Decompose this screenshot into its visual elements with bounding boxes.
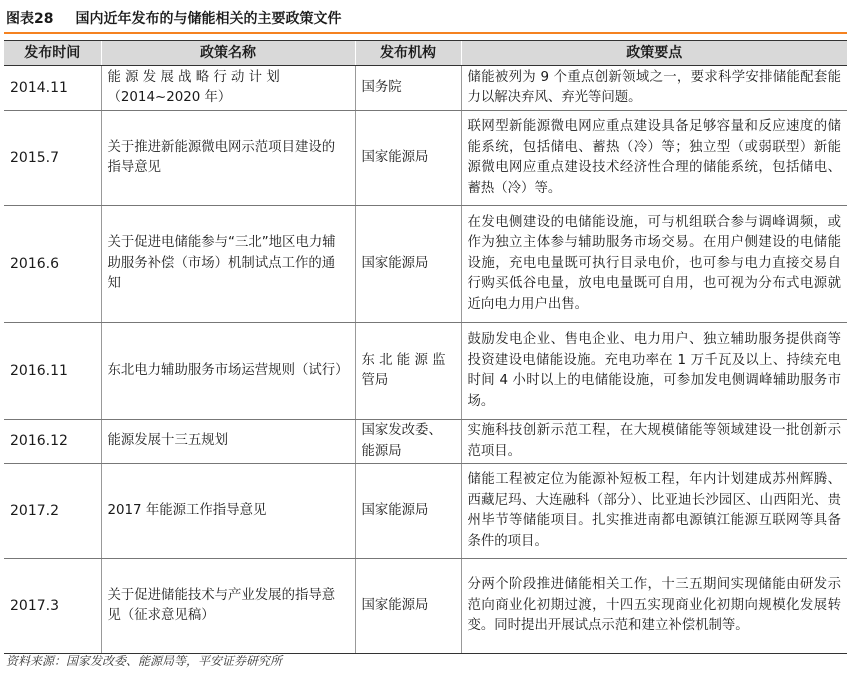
cell-date: 2016.11 (4, 323, 101, 420)
cell-issuer: 国家能源局 (355, 464, 461, 559)
table-row (4, 323, 847, 420)
cell-date: 2016.6 (4, 206, 101, 323)
cell-issuer: 国家发改委、能源局 (355, 420, 461, 464)
cell-key-points: 联网型新能源微电网应重点建设具备足够容量和反应速度的储能系统，包括储电、蓄热（冷）等；独立型（或弱联型）新能源微电网应重点建设技术经济性合理的储能系统，包括储电、蓄热（冷）等。 (461, 111, 847, 206)
cell-key-points: 分两个阶段推进储能相关工作，十三五期间实现储能由研发示范向商业化初期过渡，十四五实现商业化初期向规模化发展转变。同时提出开展试点示范和建立补偿机制等。 (461, 559, 847, 654)
source-note: 资料来源：国家发改委、能源局等，平安证券研究所 (6, 654, 283, 668)
cell-key-points: 实施科技创新示范工程，在大规模储能等领域建设一批创新示范项目。 (461, 420, 847, 464)
table-row (4, 559, 847, 654)
table-row (4, 111, 847, 206)
cell-policy-name: 能 源 发 展 战 略 行 动 计 划（2014~2020 年） (101, 66, 355, 111)
cell-date: 2017.3 (4, 559, 101, 654)
cell-date: 2016.12 (4, 420, 101, 464)
figure-title: 国内近年发布的与储能相关的主要政策文件 (75, 11, 342, 27)
cell-key-points: 储能工程被定位为能源补短板工程，年内计划建成苏州辉腾、西藏尼玛、大连融科（部分）、比亚迪长沙园区、山西阳光、贵州毕节等储能项目。扎实推进南都电源镇江能源互联网等具备条件的项目。 (461, 464, 847, 559)
cell-issuer: 国家能源局 (355, 111, 461, 206)
header-policy-name: 政策名称 (101, 41, 355, 66)
cell-policy-name: 2017 年能源工作指导意见 (101, 464, 355, 559)
cell-key-points: 在发电侧建设的电储能设施，可与机组联合参与调峰调频，或作为独立主体参与辅助服务市场交易。在用户侧建设的电储能设施，充电电量既可执行目录电价，也可参与电力直接交易自行购买低谷电量，放电电量既可自用，也可视为分布式电源就近向电力用户出售。 (461, 206, 847, 323)
figure-label: 图表28 (6, 11, 54, 27)
cell-issuer: 国家能源局 (355, 559, 461, 654)
cell-date: 2014.11 (4, 66, 101, 111)
cell-date: 2015.7 (4, 111, 101, 206)
cell-key-points: 鼓励发电企业、售电企业、电力用户、独立辅助服务提供商等投资建设电储能设施。充电功率在 1 万千瓦及以上、持续充电时间 4 小时以上的电储能设施，可参加发电侧调峰辅助服务市场。 (461, 323, 847, 420)
cell-policy-name: 关于促进储能技术与产业发展的指导意见（征求意见稿） (101, 559, 355, 654)
cell-policy-name: 关于促进电储能参与“三北”地区电力辅助服务补偿（市场）机制试点工作的通知 (101, 206, 355, 323)
cell-key-points: 储能被列为 9 个重点创新领域之一，要求科学安排储能配套能力以解决弃风、弃光等问题。 (461, 66, 847, 111)
table-header-row (4, 41, 847, 66)
policy-table (4, 40, 847, 654)
cell-issuer: 国家能源局 (355, 206, 461, 323)
table-row (4, 420, 847, 464)
cell-date: 2017.2 (4, 464, 101, 559)
table-row (4, 66, 847, 111)
table-row (4, 206, 847, 323)
cell-issuer: 东 北 能 源 监 管局 (355, 323, 461, 420)
table-row (4, 464, 847, 559)
cell-policy-name: 关于推进新能源微电网示范项目建设的指导意见 (101, 111, 355, 206)
header-key-points: 政策要点 (461, 41, 847, 66)
cell-policy-name: 能源发展十三五规划 (101, 420, 355, 464)
header-date: 发布时间 (4, 41, 101, 66)
header-issuer: 发布机构 (355, 41, 461, 66)
cell-issuer: 国务院 (355, 66, 461, 111)
cell-policy-name: 东北电力辅助服务市场运营规则（试行） (101, 323, 355, 420)
figure-title-bar (4, 4, 847, 34)
